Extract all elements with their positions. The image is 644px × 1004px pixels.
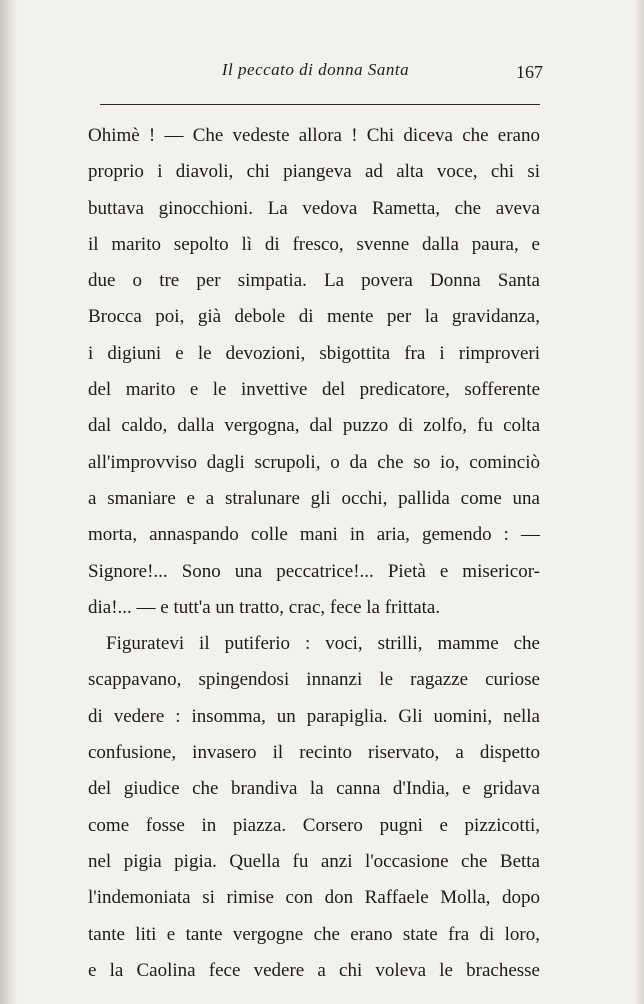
text-line: Signore!... Sono una peccatrice!... Pietà e misericor- [88, 560, 540, 582]
text-line: del giudice che brandiva la canna d'India, e gridava [88, 778, 540, 800]
header-rule [100, 104, 540, 105]
text-line: Figuratevi il putiferio : voci, strilli, mamme che [106, 633, 540, 655]
text-line: come fosse in piazza. Corsero pugni e pizzicotti, [88, 814, 540, 836]
text-line: e la Caolina fece vedere a chi voleva le brachesse [88, 959, 540, 981]
page-edge-shadow-right [634, 0, 644, 1004]
running-header [88, 60, 543, 90]
text-line: tante liti e tante vergogne che erano state fra di loro, [88, 923, 540, 945]
text-line: dia!... — e tutt'a un tratto, crac, fece la frittata. [88, 596, 441, 618]
text-line: il marito sepolto lì di fresco, svenne dalla paura, e [88, 233, 540, 255]
page-edge-shadow-left [0, 0, 18, 1004]
text-line: i digiuni e le devozioni, sbigottita fra i rimproveri [88, 342, 540, 364]
text-line: morta, annaspando colle mani in aria, gemendo : — [88, 524, 540, 546]
running-title: Il peccato di donna Santa [221, 60, 410, 79]
text-line: a smaniare e a stralunare gli occhi, pallida come una [88, 487, 540, 509]
text-line: dal caldo, dalla vergogna, dal puzzo di zolfo, fu colta [88, 415, 540, 437]
text-line: scappavano, spingendosi innanzi le ragazze curiose [88, 669, 540, 691]
text-line: due o tre per simpatia. La povera Donna Santa [88, 270, 540, 292]
body-text [88, 118, 540, 989]
text-line: Ohimè ! — Che vedeste allora ! Chi diceva che erano [88, 125, 540, 146]
text-line: l'indemoniata si rimise con don Raffaele Molla, dopo [88, 887, 540, 909]
text-line: del marito e le invettive del predicatore, sofferente [88, 379, 540, 401]
text-line: Brocca poi, già debole di mente per la gravidanza, [88, 306, 540, 328]
text-line: all'improvviso dagli scrupoli, o da che so io, cominciò [88, 451, 540, 473]
text-line: proprio i diavoli, chi piangeva ad alta voce, chi si [88, 161, 540, 183]
page-number: 167 [516, 62, 543, 82]
text-line: buttava ginocchioni. La vedova Rametta, che aveva [88, 197, 540, 219]
text-line: confusione, invasero il recinto riservato, a dispetto [88, 742, 540, 764]
text-line: di vedere : insomma, un parapiglia. Gli uomini, nella [88, 705, 540, 727]
text-line: nel pigia pigia. Quella fu anzi l'occasione che Betta [88, 850, 540, 872]
